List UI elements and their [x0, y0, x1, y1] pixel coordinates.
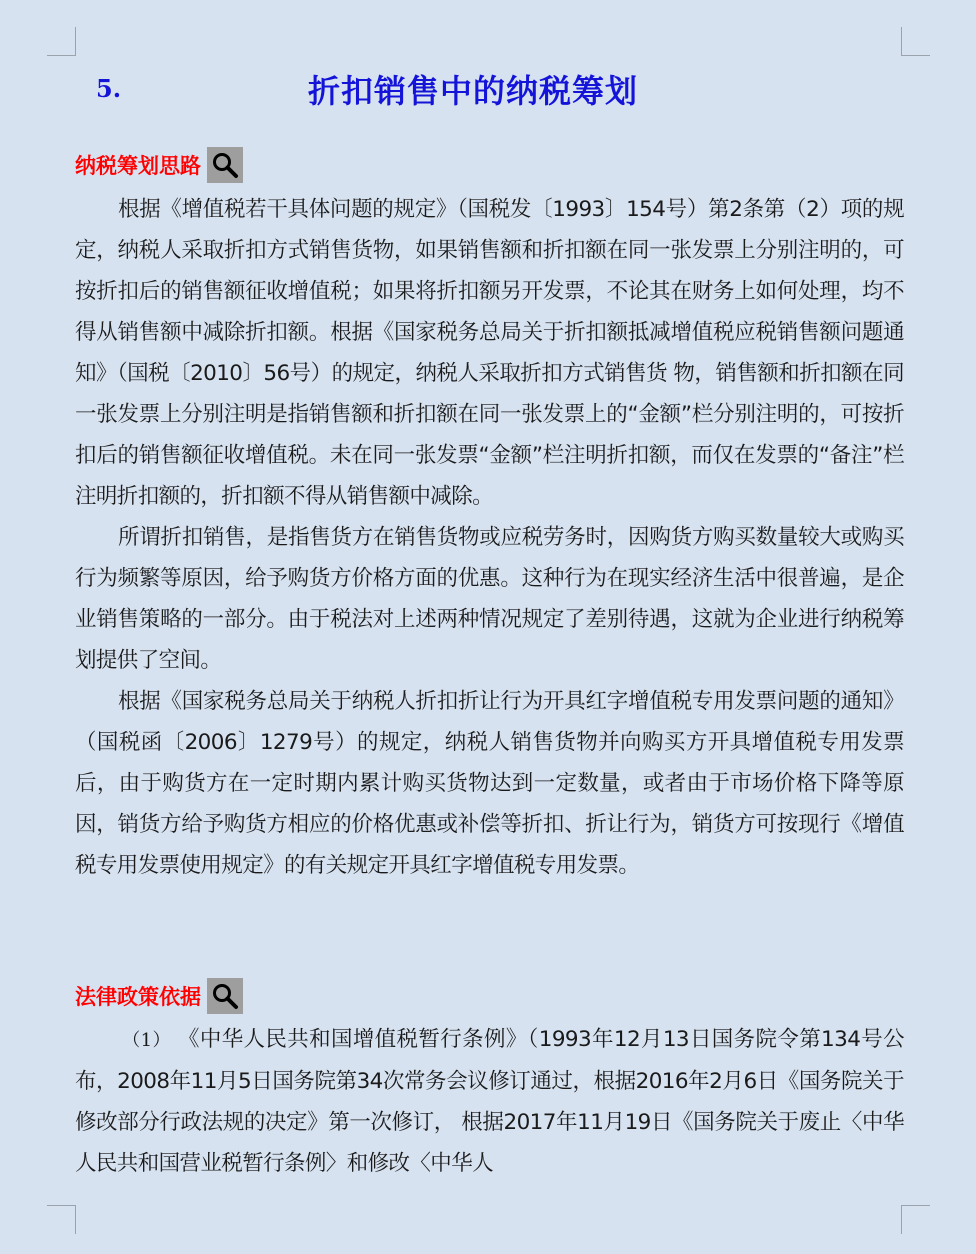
page-title: 折扣销售中的纳税筹划: [308, 72, 639, 110]
law-item-text: 《中华人民共和国增值税暂行条例》（1993年12月13日国务院令第134号公布，2008年11月5日国务院第34次常务会议修订通过，根据2016年2月6日《国务院关于修改部分行政法规的决定》第一次修订， 根据2017年11月19日《国务院关于废止〈中华人民共和国营业税暂行条例〉和修改〈中华人: [75, 1027, 905, 1176]
paragraph: 根据《国家税务总局关于纳税人折扣折让行为开具红字增值税专用发票问题的通知》（国税函〔2006〕1279号）的规定，纳税人销售货物并向购买方开具增值税专用发票后，由于购货方在一定时期内累计购买货物达到一定数量，或者由于市场价格下降等原因，销货方给予购货方相应的价格优惠或补偿等折扣、折让行为，销货方可按现行《增值税专用发票使用规定》的有关规定开具红字增值税专用发票。: [75, 689, 904, 878]
paragraph: 所谓折扣销售，是指售货方在销售货物或应税劳务时，因购货方购买数量较大或购买行为频繁等原因，给予购货方价格方面的优惠。这种行为在现实经济生活中很普遍，是企业销售策略的一部分。由于税法对上述两种情况规定了差别待遇，这就为企业进行纳税筹划提供了空间。: [75, 525, 904, 673]
crop-mark-top-left: [47, 27, 76, 56]
section-heading-legal: [75, 977, 243, 1015]
search-icon[interactable]: [207, 147, 243, 183]
search-icon[interactable]: [207, 978, 243, 1014]
section-label: 纳税筹划思路: [75, 154, 201, 178]
section-label: 法律政策依据: [75, 985, 201, 1009]
law-item-number: （1）: [122, 1030, 171, 1051]
paragraph: 根据《增值税若干具体问题的规定》（国税发〔1993〕154号）第2条第（2）项的规定，纳税人采取折扣方式销售货物，如果销售额和折扣额在同一张发票上分别注明的，可按折扣后的销售额征收增值税；如果将折扣额另开发票，不论其在财务上如何处理，均不得从销售额中减除折扣额。根据《国家税务总局关于折扣额抵减增值税应税销售额问题通知》（国税〔2010〕56号）的规定，纳税人采取折扣方式销售货 物，销售额和折扣额在同一张发票上分别注明是指销售额和折扣额在同一张发票上的“金额”栏分别注明的，可按折扣后的销售额征收增值税。未在同一张发票“金额”栏注明折扣额，而仅在发票的“备注”栏注明折扣额的，折扣额不得从销售额中减除。: [75, 197, 904, 509]
crop-mark-bottom-right: [901, 1205, 930, 1234]
section-body-planning: [75, 189, 904, 886]
section-body-legal: [75, 1019, 904, 1184]
section-heading-planning: [75, 146, 243, 184]
law-item: [75, 1019, 904, 1184]
crop-mark-bottom-left: [47, 1205, 76, 1234]
title-number: 5.: [96, 74, 122, 103]
crop-mark-top-right: [901, 27, 930, 56]
